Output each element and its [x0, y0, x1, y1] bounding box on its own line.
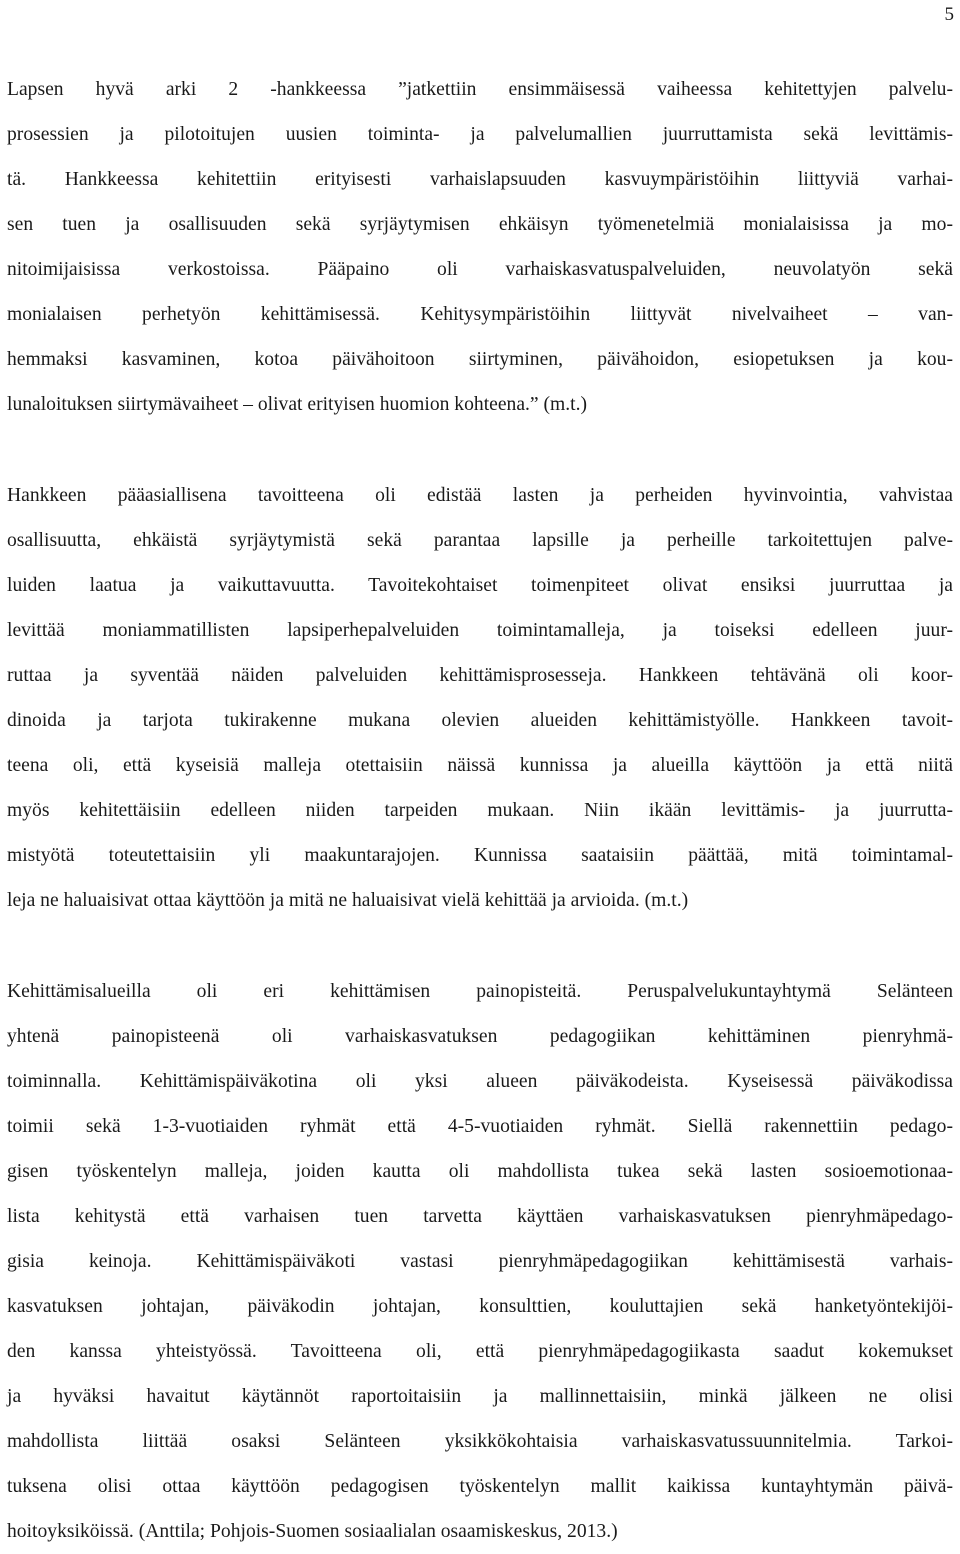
text-line: den kanssa yhteistyössä. Tavoitteena oli, että pienryhmäpedagogiikasta saadut kokemukset — [7, 1341, 953, 1362]
text-line: ruttaa ja syventää näiden palveluiden kehittämisprosesseja. Hankkeen tehtävänä oli koor- — [7, 665, 953, 686]
text-line: gisia keinoja. Kehittämispäiväkoti vastasi pienryhmäpedagogiikan kehittämisestä varhais- — [7, 1251, 953, 1272]
text-line: Lapsen hyvä arki 2 -hankkeessa ”jatkettiin ensimmäisessä vaiheessa kehitettyjen palvelu- — [7, 79, 953, 100]
text-line: leja ne haluaisivat ottaa käyttöön ja mitä ne haluaisivat vielä kehittää ja arvioida. (m.t.) — [7, 890, 689, 911]
paragraph-spacer — [7, 427, 953, 473]
text-line: hoitoyksiköissä. (Anttila; Pohjois-Suomen sosiaalialan osaamiskeskus, 2013.) — [7, 1521, 618, 1542]
text-line: lista kehitystä että varhaisen tuen tarvetta käyttäen varhaiskasvatuksen pienryhmäpedago- — [7, 1206, 953, 1227]
text-line: mistyötä toteutettaisiin yli maakuntarajojen. Kunnissa saataisiin päättää, mitä toimintamal- — [7, 845, 953, 866]
text-line: luiden laatua ja vaikuttavuutta. Tavoitekohtaiset toimenpiteet olivat ensiksi juurruttaa ja — [7, 575, 953, 596]
paragraph-2 — [7, 473, 953, 923]
text-line: prosessien ja pilotoitujen uusien toiminta- ja palvelumallien juurruttamista sekä levittämis- — [7, 124, 953, 145]
text-line: toimii sekä 1-3-vuotiaiden ryhmät että 4-5-vuotiaiden ryhmät. Siellä rakennettiin pedago- — [7, 1116, 953, 1137]
text-line: nitoimijaisissa verkostoissa. Pääpaino oli varhaiskasvatuspalveluiden, neuvolatyön sekä — [7, 259, 953, 280]
paragraph-1 — [7, 67, 953, 427]
text-line: Kehittämisalueilla oli eri kehittämisen painopisteitä. Peruspalvelukuntayhtymä Selänteen — [7, 981, 953, 1002]
text-line: toiminnalla. Kehittämispäiväkotina oli yksi alueen päiväkodeista. Kyseisessä päiväkodissa — [7, 1071, 953, 1092]
text-line: mahdollista liittää osaksi Selänteen yksikkökohtaisia varhaiskasvatussuunnitelmia. Tarkoi- — [7, 1431, 953, 1452]
text-line: ja hyväksi havaitut käytännöt raportoitaisiin ja mallinnettaisiin, minkä jälkeen ne olisi — [7, 1386, 953, 1407]
paragraph-3 — [7, 969, 953, 1554]
text-line: tä. Hankkeessa kehitettiin erityisesti varhaislapsuuden kasvuympäristöihin liittyviä varhai- — [7, 169, 953, 190]
paragraph-spacer — [7, 923, 953, 969]
text-line: kasvatuksen johtajan, päiväkodin johtajan, konsulttien, kouluttajien sekä hanketyöntekijöi- — [7, 1296, 953, 1317]
text-line: tuksena olisi ottaa käyttöön pedagogisen työskentelyn mallit kaikissa kuntayhtymän päivä- — [7, 1476, 953, 1497]
text-line: sen tuen ja osallisuuden sekä syrjäytymisen ehkäisyn työmenetelmiä monialaisissa ja mo- — [7, 214, 953, 235]
text-line: gisen työskentelyn malleja, joiden kautta oli mahdollista tukea sekä lasten sosioemotionaa- — [7, 1161, 953, 1182]
page-number: 5 — [944, 4, 954, 25]
text-line: Hankkeen pääasiallisena tavoitteena oli edistää lasten ja perheiden hyvinvointia, vahvistaa — [7, 485, 953, 506]
text-line: hemmaksi kasvaminen, kotoa päivähoitoon siirtyminen, päivähoidon, esiopetuksen ja kou- — [7, 349, 953, 370]
text-line: teena oli, että kyseisiä malleja otettaisiin näissä kunnissa ja alueilla käyttöön ja että niitä — [7, 755, 953, 776]
text-line: dinoida ja tarjota tukirakenne mukana olevien alueiden kehittämistyölle. Hankkeen tavoit- — [7, 710, 953, 731]
text-line: myös kehitettäisiin edelleen niiden tarpeiden mukaan. Niin ikään levittämis- ja juurrutta- — [7, 800, 953, 821]
text-line: lunaloituksen siirtymävaiheet – olivat erityisen huomion kohteena.” (m.t.) — [7, 394, 588, 415]
text-line: monialaisen perhetyön kehittämisessä. Kehitysympäristöihin liittyvät nivelvaiheet – van- — [7, 304, 953, 325]
text-line: levittää moniammatillisten lapsiperhepalveluiden toimintamalleja, ja toiseksi edelleen juur- — [7, 620, 953, 641]
text-line: yhtenä painopisteenä oli varhaiskasvatuksen pedagogiikan kehittäminen pienryhmä- — [7, 1026, 953, 1047]
text-line: osallisuutta, ehkäistä syrjäytymistä sekä parantaa lapsille ja perheille tarkoitettujen palve- — [7, 530, 953, 551]
document-body — [7, 67, 953, 1554]
